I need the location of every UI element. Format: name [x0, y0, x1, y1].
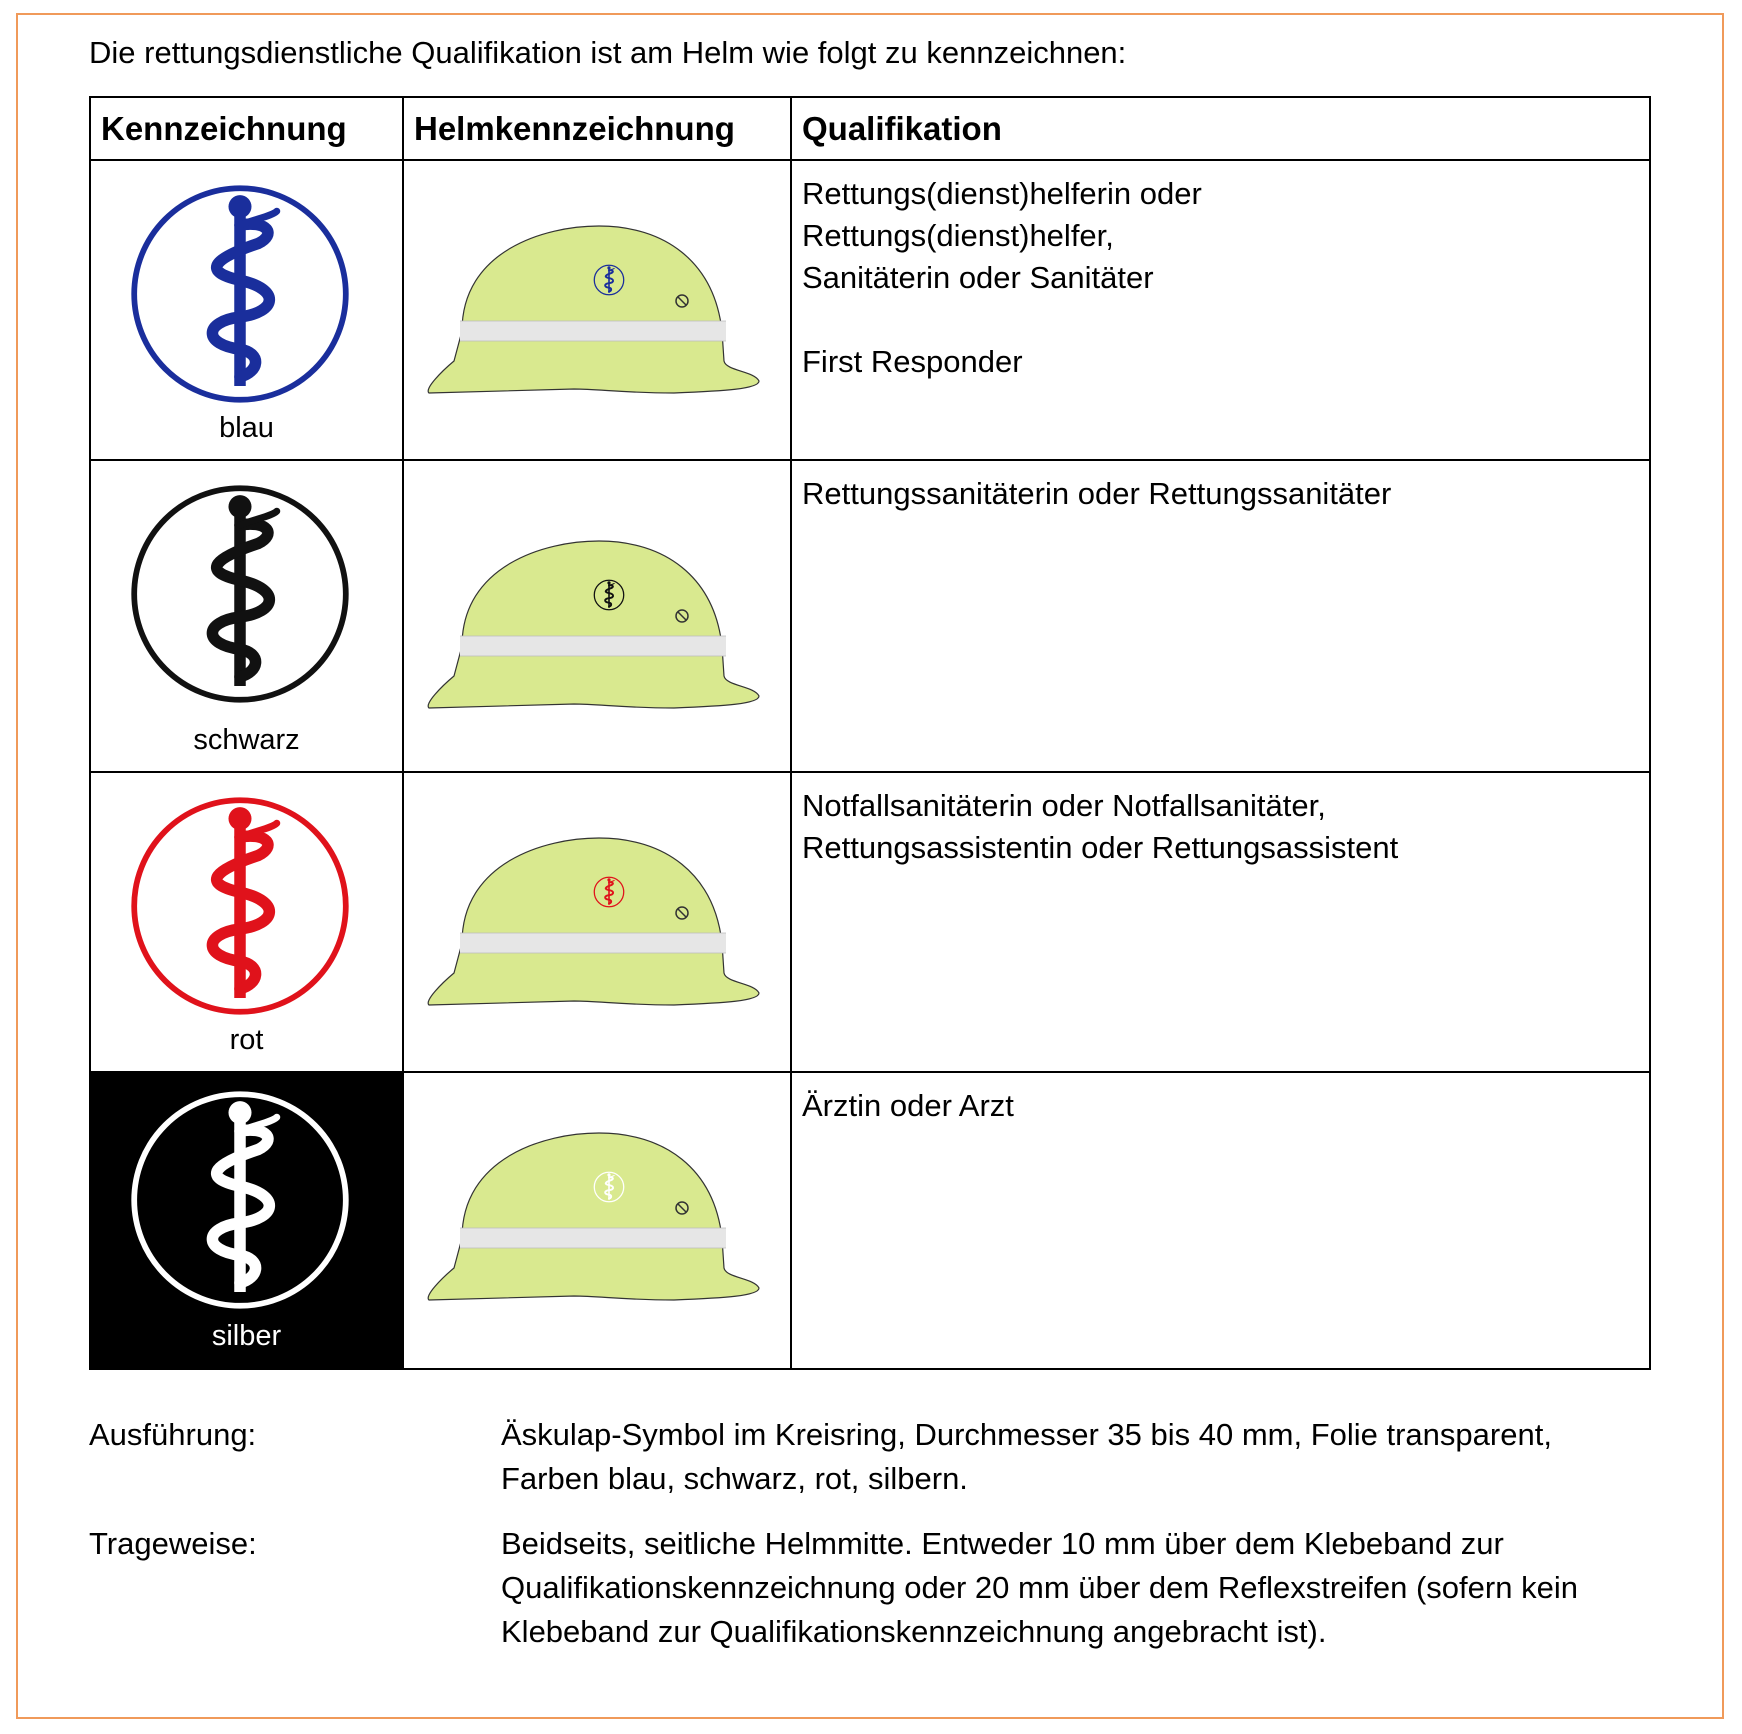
- helmet-cell: [403, 1072, 791, 1369]
- table-header-row: [90, 97, 1650, 160]
- color-label: schwarz: [193, 724, 300, 756]
- trageweise-text: Beidseits, seitliche Helmmitte. Entweder 10 mm über dem Klebeband zur Qualifikationskennzeichnung oder 20 mm über dem Reflexstreifen (sofern kein Klebeband zur Qualifikationskennzeichnung angebracht ist).: [501, 1526, 1578, 1649]
- symbol-cell: [90, 460, 403, 772]
- table-row: [90, 772, 1650, 1072]
- qualification-spacer: [802, 299, 1639, 341]
- intro-text: Die rettungsdienstliche Qualifikation ist am Helm wie folgt zu kennzeichnen:: [89, 35, 1127, 70]
- color-label: silber: [211, 1320, 282, 1352]
- qualification-cell: [791, 460, 1650, 772]
- helmet-icon: [424, 536, 764, 716]
- ausfuehrung-text: Äskulap-Symbol im Kreisring, Durchmesser 35 bis 40 mm, Folie transparent, Farben blau, schwarz, rot, silbern.: [501, 1417, 1552, 1496]
- helmet-icon: [424, 833, 764, 1013]
- ausfuehrung-label: Ausführung:: [89, 1417, 257, 1452]
- qualification-cell: [791, 772, 1650, 1072]
- aesculapius-emblem-icon: [125, 179, 355, 409]
- table-row: [90, 460, 1650, 772]
- helmet-icon: [424, 221, 764, 401]
- aesculapius-emblem-icon: [125, 791, 355, 1021]
- aesculapius-emblem-icon: [125, 1085, 355, 1315]
- table-row: [90, 1072, 1650, 1369]
- helmet-icon: [424, 1128, 764, 1308]
- qualification-cell: [791, 1072, 1650, 1369]
- symbol-cell: [90, 772, 403, 1072]
- trageweise-label: Trageweise:: [89, 1526, 257, 1561]
- qualification-table: [89, 96, 1651, 1370]
- qualification-line: First Responder: [802, 344, 1023, 379]
- qualification-line: Rettungs(dienst)helferin oder: [802, 176, 1202, 211]
- qualification-line: Notfallsanitäterin oder Notfallsanitäter,: [802, 788, 1326, 823]
- helmet-cell: [403, 772, 791, 1072]
- qualification-line: Rettungssanitäterin oder Rettungssanitäter: [802, 476, 1392, 511]
- qualification-line: Ärztin oder Arzt: [802, 1088, 1014, 1123]
- header-helmkennzeichnung: Helmkennzeichnung: [403, 97, 791, 160]
- qualification-cell: [791, 160, 1650, 460]
- symbol-cell: [90, 1072, 403, 1369]
- table-row: [90, 160, 1650, 460]
- color-label: blau: [219, 412, 274, 444]
- qualification-line: Sanitäterin oder Sanitäter: [802, 260, 1154, 295]
- symbol-cell: [90, 160, 403, 460]
- header-kennzeichnung: Kennzeichnung: [90, 97, 403, 160]
- aesculapius-emblem-icon: [125, 479, 355, 709]
- qualification-line: Rettungsassistentin oder Rettungsassistent: [802, 830, 1399, 865]
- helmet-cell: [403, 160, 791, 460]
- color-label: rot: [229, 1024, 264, 1056]
- helmet-cell: [403, 460, 791, 772]
- qualification-line: Rettungs(dienst)helfer,: [802, 218, 1114, 253]
- header-qualifikation: Qualifikation: [791, 97, 1650, 160]
